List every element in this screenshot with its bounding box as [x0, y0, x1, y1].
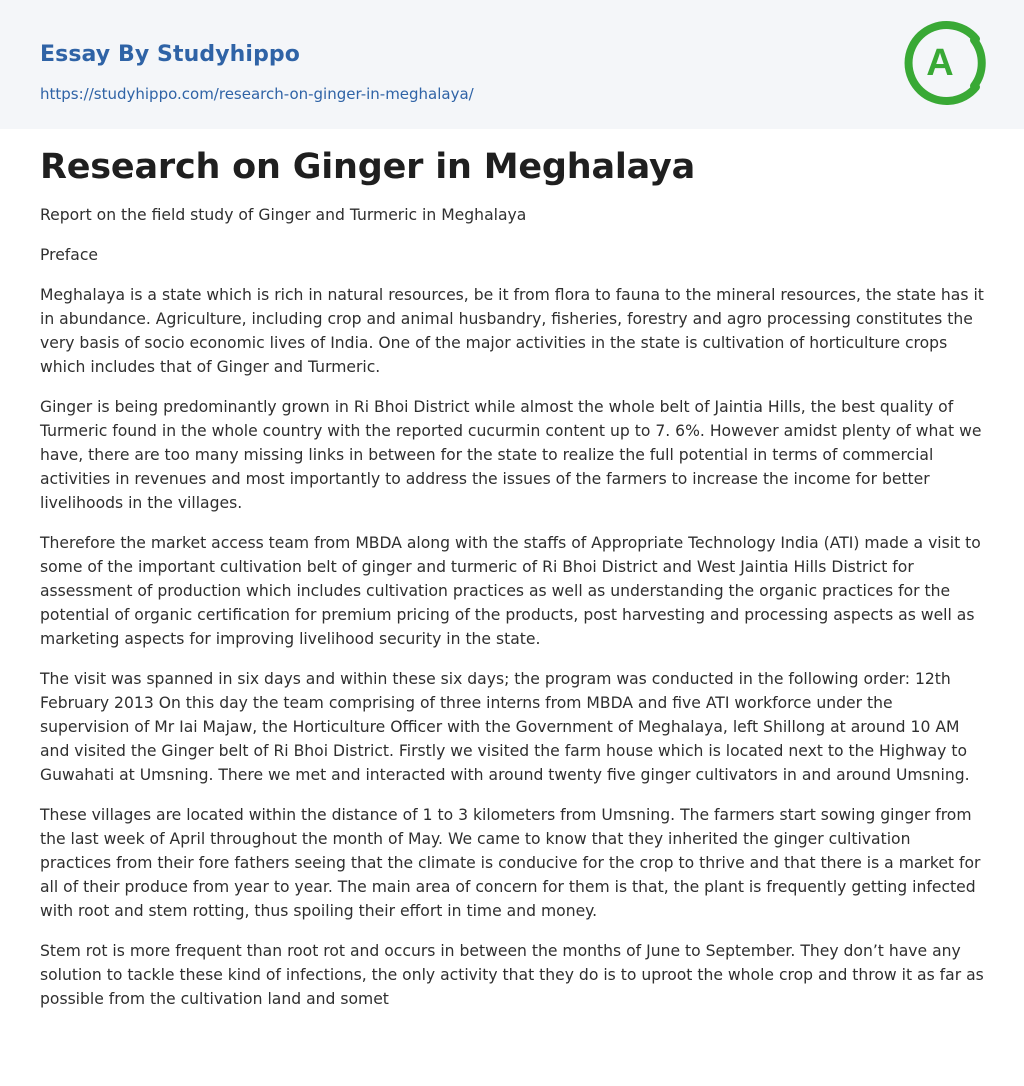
paragraph-6: Stem rot is more frequent than root rot and occurs in between the months of June to September. They don’t have any solution to tackle these kind of infections, the only activity that they do is to uproot the whole crop and throw it as far as possible from the cultivation land and somet — [40, 942, 984, 1008]
essay-url-link[interactable]: https://studyhippo.com/research-on-ginger-in-meghalaya/ — [40, 85, 474, 103]
preface-heading: Preface — [40, 246, 99, 264]
studyhippo-logo-icon[interactable] — [898, 18, 988, 108]
document-subtitle: Report on the field study of Ginger and Turmeric in Meghalaya — [40, 206, 527, 224]
paragraph-5: These villages are located within the distance of 1 to 3 kilometers from Umsning. The farmers start sowing ginger from the last week of April throughout the month of May. We came to know that they inherited the ginger cultivation practices from their fore fathers seeing that the climate is conducive for the crop to thrive and that there is a market for all of their produce from year to year. The main area of concern for them is that, the plant is frequently getting infected with root and stem rotting, thus spoiling their effort in time and money. — [40, 806, 981, 920]
paragraph-4: The visit was spanned in six days and within these six days; the program was conducted in the following order: 12th February 2013 On this day the team comprising of three interns from MBDA and five ATI workforce under the supervision of Mr Iai Majaw, the Horticulture Officer with the Government of Meghalaya, left Shillong at around 10 AM and visited the Ginger belt of Ri Bhoi District. Firstly we visited the farm house which is located next to the Highway to Guwahati at Umsning. There we met and interacted with around twenty five ginger cultivators in and around Umsning. — [40, 670, 970, 784]
paragraph-2: Ginger is being predominantly grown in Ri Bhoi District while almost the whole belt of Jaintia Hills, the best quality of Turmeric found in the whole country with the reported cucurmin content up to 7. 6%. However amidst plenty of what we have, there are too many missing links in between for the state to realize the full potential in terms of commercial activities in revenues and most importantly to address the issues of the farmers to increase the income for better livelihoods in the villages. — [40, 398, 982, 512]
paragraph-3: Therefore the market access team from MBDA along with the staffs of Appropriate Technology India (ATI) made a visit to some of the important cultivation belt of ginger and turmeric of Ri Bhoi District and West Jaintia Hills District for assessment of production which includes cultivation practices as well as understanding the organic practices for the potential of organic certification for premium pricing of the products, post harvesting and processing aspects as well as marketing aspects for improving livelihood security in the state. — [40, 534, 981, 648]
brand-title[interactable]: Essay By Studyhippo — [40, 42, 300, 67]
site-header — [0, 0, 1024, 129]
paragraph-1: Meghalaya is a state which is rich in natural resources, be it from flora to fauna to the mineral resources, the state has it in abundance. Agriculture, including crop and animal husbandry, fisheries, forestry and agro processing constitutes the very basis of socio economic lives of India. One of the major activities in the state is cultivation of horticulture crops which includes that of Ginger and Turmeric. — [40, 286, 984, 376]
article-content — [0, 129, 1024, 1011]
page-title: Research on Ginger in Meghalaya — [40, 147, 696, 187]
logo-letter: A — [926, 42, 954, 84]
